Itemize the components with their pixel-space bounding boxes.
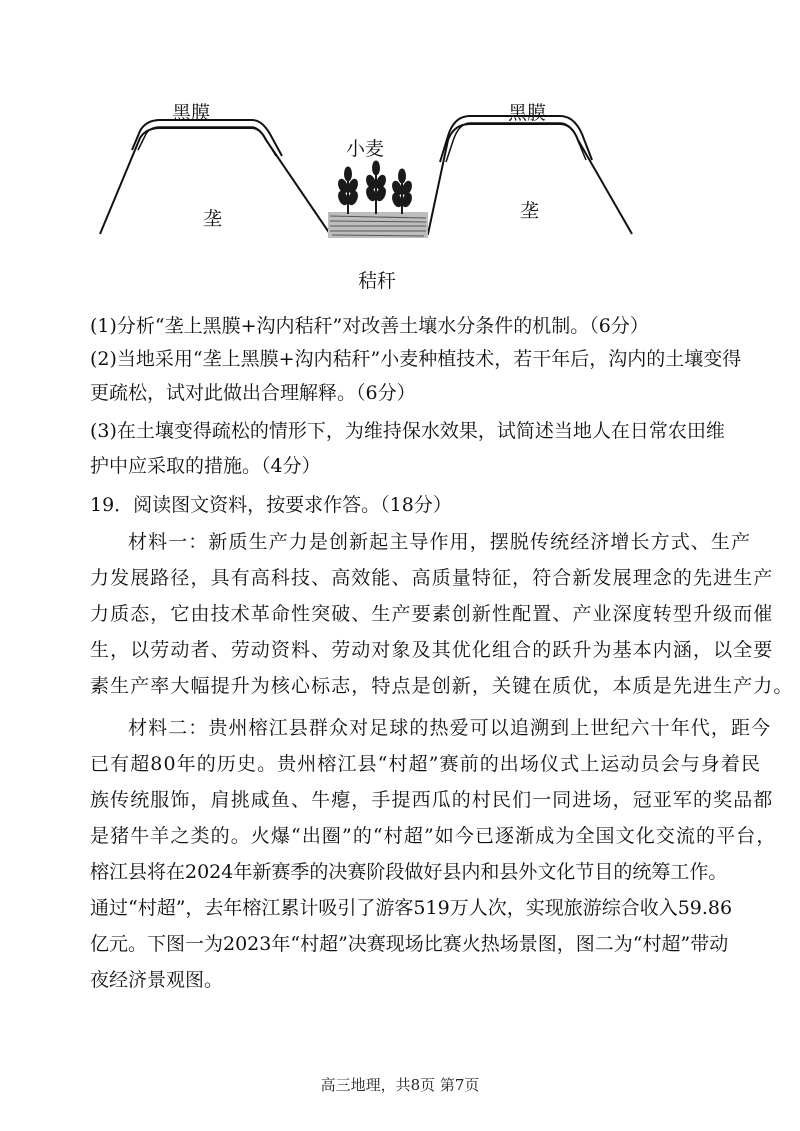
question-2-line-1: (2)当地采用“垄上黑膜+沟内秸秆”小麦种植技术，若干年后，沟内的土壤变得 bbox=[90, 348, 742, 370]
question-3-line-1: (3)在土壤变得疏松的情形下，为维持保水效果，试简述当地人在日常农田维 bbox=[90, 420, 725, 442]
ridge-furrow-drawing bbox=[0, 0, 800, 300]
right-ridge-label: 垄 bbox=[520, 200, 540, 222]
material-1-line: 材料一：新质生产力是创新起主导作用，摆脱传统经济增长方式、生产 bbox=[128, 531, 752, 553]
question-3-line-2: 护中应采取的措施。（4分） bbox=[90, 455, 321, 477]
left-ridge-label: 垄 bbox=[203, 208, 223, 230]
material-1-line: 力发展路径，具有高科技、高效能、高质量特征，符合新发展理念的先进生产 bbox=[90, 567, 774, 589]
material-2-line: 已有超80年的历史。贵州榕江县“村超”赛前的出场仪式上运动员会与身着民 bbox=[90, 753, 762, 775]
material-1-line: 素生产率大幅提升为核心标志，特点是创新，关键在质优，本质是先进生产力。 bbox=[90, 675, 794, 697]
material-1-line: 力质态，它由技术革命性突破、生产要素创新性配置、产业深度转型升级而催 bbox=[90, 603, 774, 625]
material-2-line: 通过“村超”，去年榕江累计吸引了游客519万人次，实现旅游综合收入59.86 bbox=[90, 897, 733, 919]
material-2-line: 材料二：贵州榕江县群众对足球的热爱可以追溯到上世纪六十年代，距今 bbox=[128, 717, 772, 739]
straw-layer bbox=[328, 212, 428, 238]
question-2-line-2: 更疏松，试对此做出合理解释。（6分） bbox=[90, 382, 416, 404]
straw-label: 秸秆 bbox=[358, 270, 397, 292]
material-2-line: 亿元。下图一为2023年“村超”决赛现场比赛火热场景图，图二为“村超”带动 bbox=[90, 933, 729, 955]
wheat-plants bbox=[337, 161, 413, 214]
page-footer: 高三地理，共8页 第7页 bbox=[320, 1076, 480, 1094]
question-1: (1)分析“垄上黑膜+沟内秸秆”对改善土壤水分条件的机制。（6分） bbox=[90, 315, 649, 337]
material-2-line: 夜经济景观图。 bbox=[90, 969, 224, 991]
material-2-line: 是猪牛羊之类的。火爆“出圈”的“村超”如今已逐渐成为全国文化交流的平台， bbox=[90, 825, 777, 847]
question-19-heading: 19．阅读图文资料，按要求作答。（18分） bbox=[90, 494, 452, 516]
material-2-line: 族传统服饰，肩挑咸鱼、牛瘪，手提西瓜的村民们一同进场，冠亚军的奖品都 bbox=[90, 789, 774, 811]
ridge-furrow-diagram bbox=[0, 0, 800, 300]
left-film-label: 黑膜 bbox=[172, 102, 211, 124]
material-2-line: 榕江县将在2024年新赛季的决赛阶段做好县内和县外文化节目的统筹工作。 bbox=[90, 861, 728, 883]
left-black-film bbox=[132, 120, 282, 156]
right-film-label: 黑膜 bbox=[508, 102, 547, 124]
material-1-line: 生，以劳动者、劳动资料、劳动对象及其优化组合的跃升为基本内涵，以全要 bbox=[90, 639, 774, 661]
wheat-label: 小麦 bbox=[346, 138, 385, 160]
